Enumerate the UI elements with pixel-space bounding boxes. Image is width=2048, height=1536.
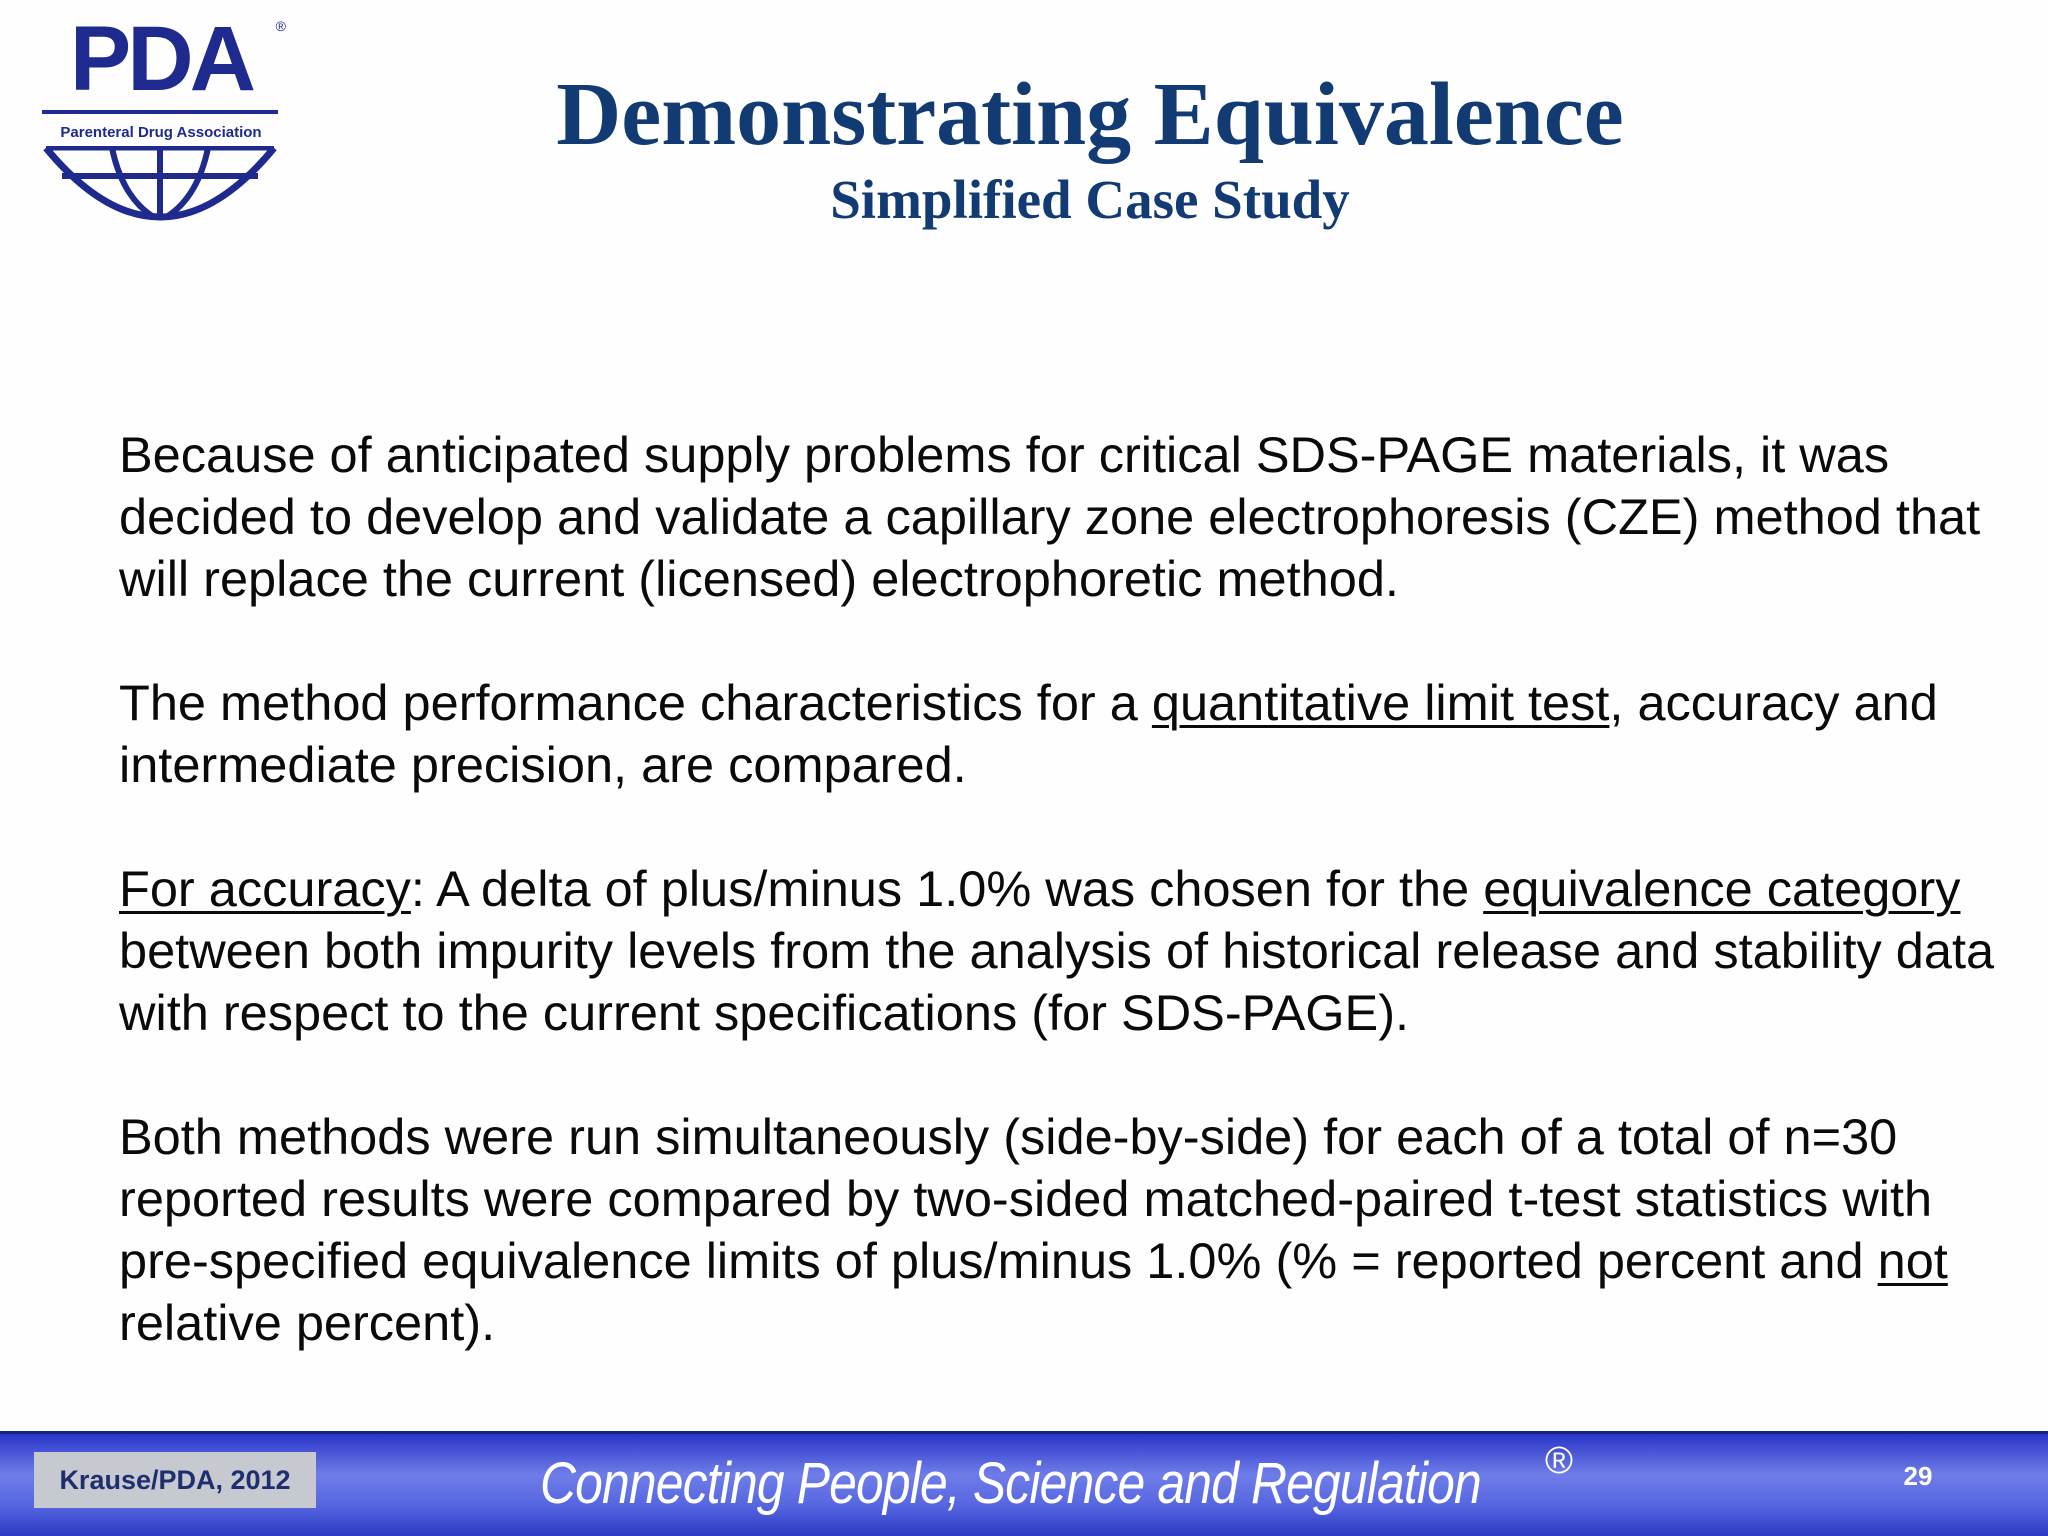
logo-text: PDA bbox=[69, 8, 253, 110]
author-badge: Krause/PDA, 2012 bbox=[34, 1452, 316, 1508]
slide-body bbox=[119, 424, 2019, 1416]
footer-registered-mark: ® bbox=[1545, 1440, 1573, 1482]
logo-tagline: Parenteral Drug Association bbox=[60, 124, 262, 141]
paragraph-background: Because of anticipated supply problems for critical SDS-PAGE materials, it was decided to develop and validate a capillary zone electrophoresis (CZE) method that will replace the current (licensed) electrophoretic method. bbox=[119, 426, 1981, 607]
footer-tagline: Connecting People, Science and Regulation bbox=[540, 1451, 1481, 1516]
not-emphasis: not bbox=[1877, 1232, 1948, 1289]
equivalence-category-term: equivalence category bbox=[1483, 860, 1961, 917]
p2-text-after: , accuracy and intermediate precision, are compared. bbox=[119, 674, 1938, 793]
for-accuracy-label: For accuracy bbox=[119, 860, 411, 917]
logo-divider bbox=[42, 110, 278, 114]
page-subtitle: Simplified Case Study bbox=[830, 169, 1350, 230]
page-title: Demonstrating Equivalence bbox=[556, 65, 1624, 164]
paragraph-accuracy bbox=[119, 858, 2019, 1044]
p2-text-before: The method performance characteristics for a bbox=[119, 674, 1152, 731]
paragraph-characteristics bbox=[119, 672, 2019, 796]
p3-text-mid: : A delta of plus/minus 1.0% was chosen for the bbox=[410, 860, 1484, 917]
globe-icon bbox=[42, 146, 278, 236]
p4-text-before: Both methods were run simultaneously (side-by-side) for each of a total of n=30 reported results were compared by two-sided matched-paired t-test statistics with pre-specified equivalence limits of plus/minus 1.0% (% = reported percent and bbox=[119, 1108, 1933, 1289]
page-number: 29 bbox=[1903, 1461, 1933, 1491]
footer-bar bbox=[0, 1431, 2048, 1536]
paragraph-method-comparison bbox=[119, 1106, 2019, 1354]
p3-text-after: between both impurity levels from the analysis of historical release and stability data with respect to the current specifications (for SDS-PAGE). bbox=[119, 922, 1995, 1041]
p4-text-after: relative percent). bbox=[119, 1294, 496, 1351]
quantitative-limit-test-term: quantitative limit test bbox=[1151, 674, 1610, 731]
logo-registered-mark: ® bbox=[275, 18, 286, 34]
pda-logo bbox=[36, 8, 286, 224]
